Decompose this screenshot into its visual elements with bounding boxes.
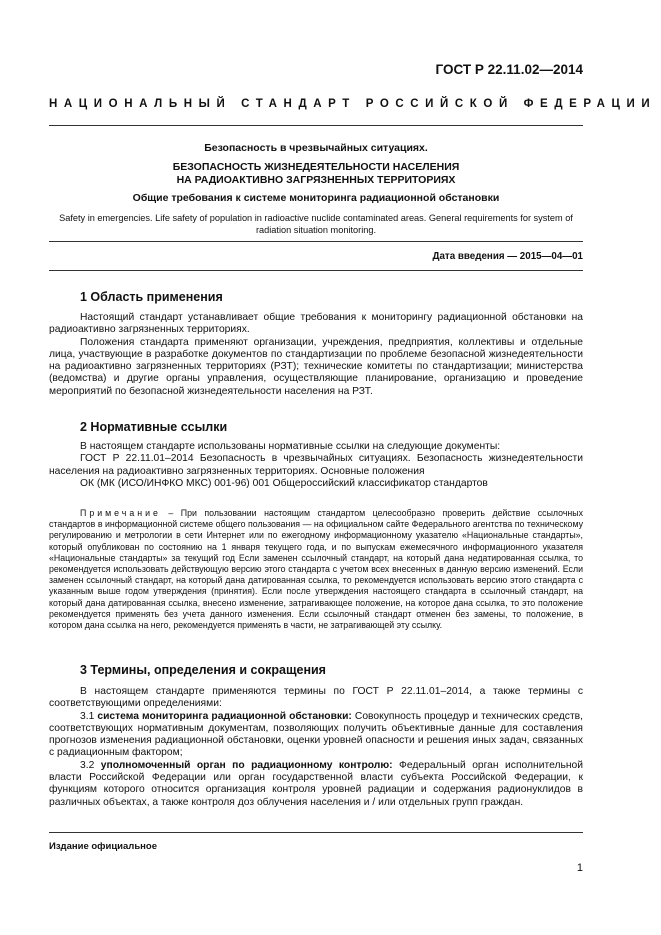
term-3-2-term: уполномоченный орган по радиационному контролю: <box>100 759 393 771</box>
section-2-note <box>49 508 583 631</box>
page-number: 1 <box>576 862 583 874</box>
official-edition-label: Издание официальное <box>49 841 157 852</box>
term-3-2 <box>49 760 583 809</box>
header-rule-middle <box>49 241 583 242</box>
section-1-paragraph-1: Настоящий стандарт устанавливает общие требования к мониторингу радиационной обстановки на радиоактивно загрязненных территориях. <box>49 312 583 336</box>
term-3-1-definition: Совокупность процедур и технических средств, соответствующих нормативным документам, позволяющих получить объективные данные для составления прогнозов изменения радиационной обстановки, оценки уровней опасности и решения иных задач, связанных с радиационным фактором; <box>49 710 583 759</box>
section-2-body <box>49 441 583 490</box>
title-main <box>49 161 583 187</box>
section-2-heading: 2 Нормативные ссылки <box>80 420 228 434</box>
title-line-3: НА РАДИОАКТИВНО ЗАГРЯЗНЕННЫХ ТЕРРИТОРИЯХ <box>176 174 456 186</box>
term-3-2-definition: Федеральный орган исполнительной власти Российской Федерации или орган государственной власти субъекта Российской Федерации, к функциям которого относится организация контроля уровней радиации и содержания радионуклидов в различных объектах, а также контроля доз облучения населения и / или отдельных групп граждан. <box>49 759 583 808</box>
section-1-heading: 1 Область применения <box>80 290 223 304</box>
national-standard-banner: НАЦИОНАЛЬНЫЙ СТАНДАРТ РОССИЙСКОЙ ФЕДЕРАЦИИ <box>49 98 657 110</box>
section-2-paragraph-1: В настоящем стандарте использованы нормативные ссылки на следующие документы: <box>80 441 501 452</box>
section-3-heading: 3 Термины, определения и сокращения <box>80 663 326 677</box>
section-2-reference-2: ОК (МК (ИСО/ИНФКО МКС) 001-96) 001 Общероссийский классификатор стандартов <box>80 477 488 489</box>
title-subtitle: Общие требования к системе мониторинга радиационной обстановки <box>132 192 500 204</box>
footer-rule <box>49 832 583 833</box>
header-rule-bottom <box>49 270 583 271</box>
section-3-paragraph-1: В настоящем стандарте применяются термины по ГОСТ Р 22.11.01–2014, а также термины с соответствующими определениями: <box>49 686 583 710</box>
term-3-1-number: 3.1 <box>80 710 98 722</box>
date-of-introduction: Дата введения — 2015—04—01 <box>432 251 583 262</box>
section-3-body <box>49 686 583 809</box>
note-label: Примечание <box>80 508 161 518</box>
title-english: Safety in emergencies. Life safety of population in radioactive nuclide contaminated areas. General requirements for system of radiation situation monitoring. <box>59 213 573 235</box>
document-number: ГОСТ Р 22.11.02—2014 <box>435 62 583 77</box>
section-1-body <box>49 312 583 398</box>
note-text: – При пользовании настоящим стандартом целесообразно проверить действие ссылочных стандартов в информационной системе общего пользования — на официальном сайте Федерального агентства по техническому регулированию и метрологии в сети Интернет или по ежегодному информационному указателю «Национальные стандарты», который опубликован по состоянию на 1 января текущего года, и по выпускам ежемесячного информационного указателя «Национальные стандарты» за текущий год Если заменен ссылочный стандарт, на который дана недатированная ссылка, то рекомендуется использовать действующую версию этого стандарта с учетом всех внесенных в данную версию изменений. Если заменен ссылочный стандарт, на который дана датированная ссылка, то рекомендуется использовать версию этого стандарта с указанным выше годом утверждения (принятия). Если после утверждения настоящего стандарта в ссылочный стандарт, на который дана датированная ссылка, внесено изменение, затрагивающее положение, на которое дана ссылка, то это положение рекомендуется применять без учета данного изменения. Если ссылочный стандарт отменен без замены, то положение, в котором дана ссылка на него, рекомендуется применять в части, не затрагивающей эту ссылку. <box>49 508 583 631</box>
section-1-paragraph-2: Положения стандарта применяют организации, учреждения, предприятия, коллективы и отдельные лица, участвующие в разработке документов по стандартизации по проблеме безопасной жизнедеятельности на радиоактивно загрязненных территориях (РЗТ); технические комитеты по стандартизации; министерства (ведомства) и другие органы управления, осуществляющие планирование, организацию и проведение мероприятий по безопасной жизнедеятельности населения на РЗТ. <box>49 336 583 397</box>
section-2-reference-1: ГОСТ Р 22.11.01–2014 Безопасность в чрезвычайных ситуациях. Безопасность жизнедеятельности населения на радиоактивно загрязненных территориях. Основные положения <box>49 453 583 477</box>
title-line-1: Безопасность в чрезвычайных ситуациях. <box>204 142 428 154</box>
header-rule-top <box>49 125 583 126</box>
term-3-1 <box>49 711 583 760</box>
term-3-2-number: 3.2 <box>80 759 101 771</box>
term-3-1-term: система мониторинга радиационной обстановки: <box>97 710 352 722</box>
title-line-2: БЕЗОПАСНОСТЬ ЖИЗНЕДЕЯТЕЛЬНОСТИ НАСЕЛЕНИЯ <box>172 161 460 173</box>
